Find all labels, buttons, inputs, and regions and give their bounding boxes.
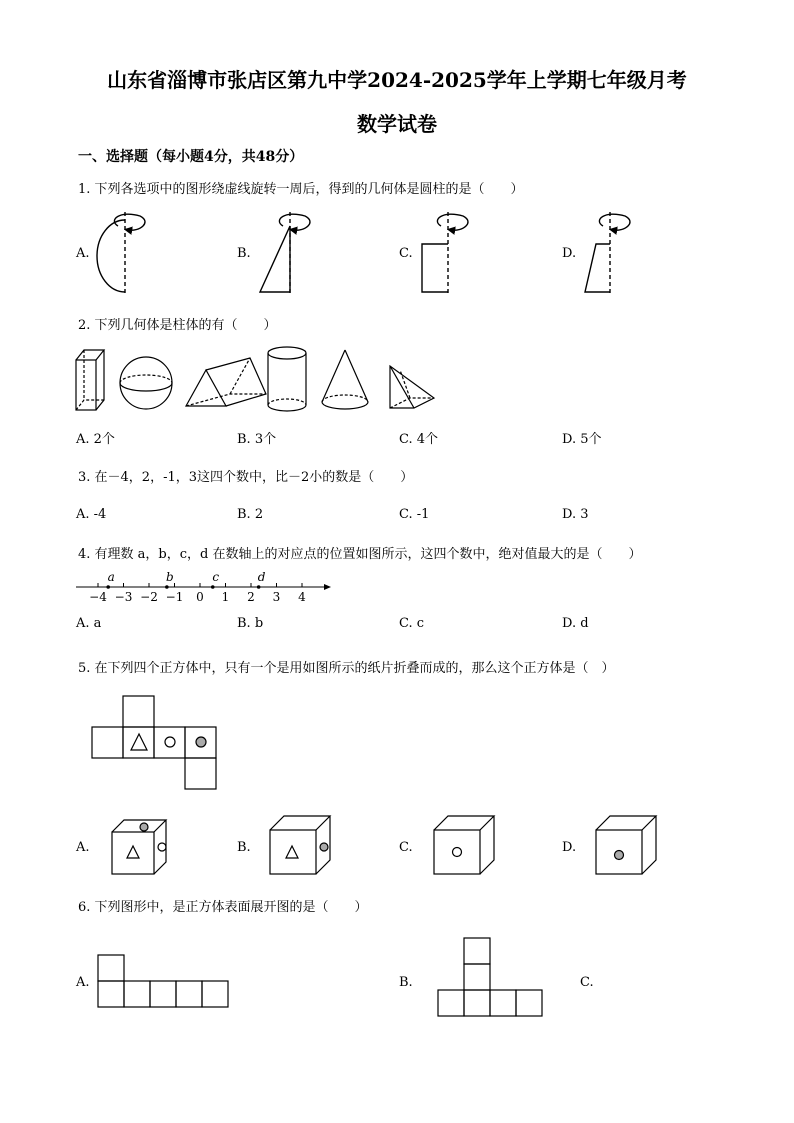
q6-option-c: C. <box>580 975 594 990</box>
q5-option-c: C. <box>399 840 413 855</box>
number-line-tick-label: −4 <box>89 590 107 604</box>
q6-net-a <box>98 955 228 1007</box>
q4-option-d: D. d <box>562 616 589 631</box>
q1-option-c: C. <box>399 246 413 261</box>
question-4-stem: 4. 有理数 a，b，c，d 在数轴上的对应点的位置如图所示，这四个数中，绝对值最大的是（ ） <box>78 547 642 562</box>
section-heading: 一、选择题（每小题4分，共48分） <box>78 149 304 165</box>
q3-option-c: C. -1 <box>399 507 430 522</box>
question-1-stem: 1. 下列各选项中的图形绕虚线旋转一周后，得到的几何体是圆柱的是（ ） <box>78 182 524 197</box>
q4-option-a: A. a <box>76 616 102 631</box>
number-line-point-label-d: d <box>257 570 266 584</box>
q6-option-a: A. <box>76 975 90 990</box>
q5-option-b: B. <box>237 840 251 855</box>
number-line-tick-label: 1 <box>221 590 230 604</box>
q5-option-a: A. <box>76 840 90 855</box>
q6-net-b <box>438 938 542 1016</box>
question-3-stem: 3. 在－4，2，-1，3这四个数中，比－2小的数是（ ） <box>78 470 414 485</box>
number-line-point-label-c: c <box>212 570 220 584</box>
number-line-point-label-b: b <box>166 570 174 584</box>
q6-option-b: B. <box>399 975 413 990</box>
q2-option-b: B. 3个 <box>237 432 277 447</box>
q1-option-b: B. <box>237 246 251 261</box>
number-line-tick-label: −1 <box>165 590 184 604</box>
q2-option-a: A. 2个 <box>76 432 115 447</box>
question-5-stem: 5. 在下列四个正方体中，只有一个是用如图所示的纸片折叠而成的，那么这个正方体是（ ） <box>78 661 615 676</box>
number-line-tick-label: −3 <box>114 590 133 604</box>
question-6-stem: 6. 下列图形中，是正方体表面展开图的是（ ） <box>78 900 368 915</box>
q3-option-d: D. 3 <box>562 507 589 522</box>
number-line-tick-label: 3 <box>272 590 281 604</box>
exam-title-line2: 数学试卷 <box>357 112 437 136</box>
number-line-tick-label: 4 <box>298 590 306 604</box>
q4-option-c: C. c <box>399 616 425 631</box>
q3-option-a: A. -4 <box>76 507 107 522</box>
number-line-tick-label: −2 <box>140 590 158 604</box>
number-line-tick-label: 2 <box>247 590 255 604</box>
q4-option-b: B. b <box>237 616 264 631</box>
q3-option-b: B. 2 <box>237 507 264 522</box>
q1-option-a: A. <box>76 246 90 261</box>
q1-option-d: D. <box>562 246 577 261</box>
q5-option-d: D. <box>562 840 577 855</box>
number-line-tick-label: 0 <box>196 590 204 604</box>
exam-title-line1: 山东省淄博市张店区第九中学2024-2025学年上学期七年级月考 <box>107 68 687 92</box>
q2-option-d: D. 5个 <box>562 432 602 447</box>
number-line-point-label-a: a <box>107 570 115 584</box>
q2-option-c: C. 4个 <box>399 432 439 447</box>
question-2-stem: 2. 下列几何体是柱体的有（ ） <box>78 318 277 333</box>
